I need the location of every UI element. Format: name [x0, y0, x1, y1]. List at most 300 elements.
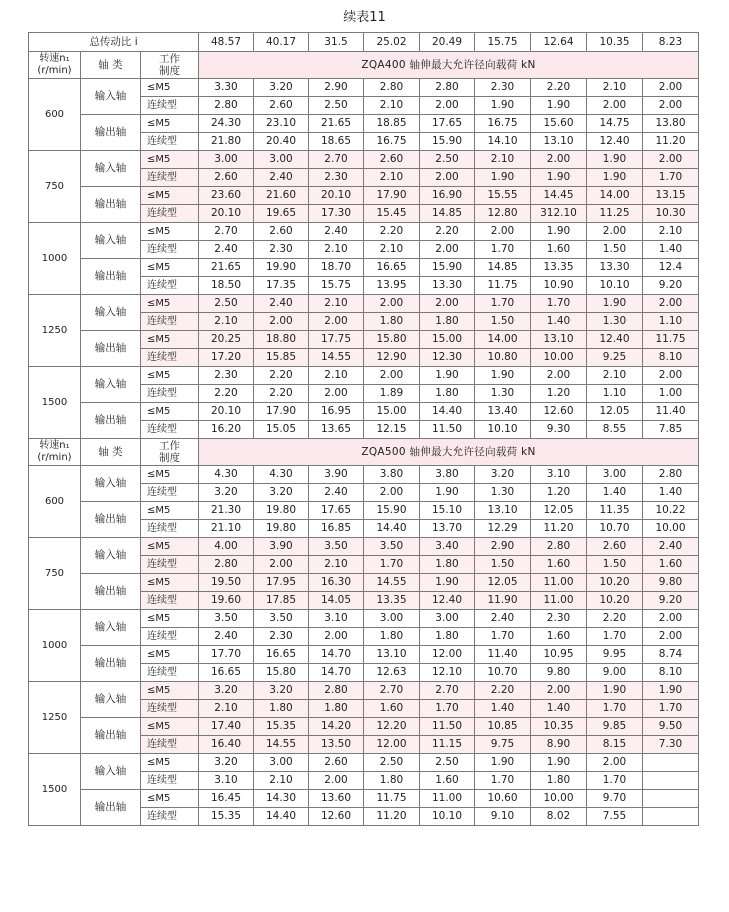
- axis-type-input: 输入轴: [81, 79, 141, 115]
- axis-type-input: 输入轴: [81, 754, 141, 790]
- load-value: 1.40: [475, 700, 531, 718]
- load-value: 3.40: [420, 538, 475, 556]
- load-value: 2.30: [309, 169, 364, 187]
- load-value: 9.50: [643, 718, 699, 736]
- table-row: [29, 79, 699, 97]
- load-value: 2.50: [364, 754, 420, 772]
- load-value: 9.20: [643, 277, 699, 295]
- load-value: 11.75: [643, 331, 699, 349]
- load-value: 1.70: [364, 556, 420, 574]
- load-value: 13.40: [475, 403, 531, 421]
- load-value: 9.00: [587, 664, 643, 682]
- load-value: 3.20: [199, 682, 254, 700]
- load-value: 18.80: [254, 331, 309, 349]
- load-value: 21.60: [254, 187, 309, 205]
- load-value: 1.70: [475, 241, 531, 259]
- ratio-label: 总传动比 i: [29, 33, 199, 52]
- load-value: [643, 772, 699, 790]
- load-value: 1.60: [364, 700, 420, 718]
- load-value: 19.80: [254, 502, 309, 520]
- duty-m5: ≤M5: [141, 574, 199, 592]
- load-value: 16.20: [199, 421, 254, 439]
- load-value: 13.10: [531, 133, 587, 151]
- axis-type-output: 输出轴: [81, 115, 141, 151]
- load-value: 2.20: [587, 610, 643, 628]
- load-value: 7.30: [643, 736, 699, 754]
- load-value: 1.70: [643, 169, 699, 187]
- load-value: 21.10: [199, 520, 254, 538]
- table-row: [29, 331, 699, 349]
- load-value: 1.30: [587, 313, 643, 331]
- load-value: 16.65: [199, 664, 254, 682]
- load-value: 1.80: [531, 772, 587, 790]
- load-value: 4.30: [254, 466, 309, 484]
- load-value: 13.60: [309, 790, 364, 808]
- load-value: 2.00: [643, 79, 699, 97]
- load-value: 2.10: [364, 169, 420, 187]
- load-value: 11.25: [587, 205, 643, 223]
- load-value: 11.20: [531, 520, 587, 538]
- load-value: 15.35: [199, 808, 254, 826]
- ratio-value: 31.5: [309, 33, 364, 52]
- table-row: [29, 466, 699, 484]
- load-value: 19.90: [254, 259, 309, 277]
- load-value: 9.80: [531, 664, 587, 682]
- load-value: 14.20: [309, 718, 364, 736]
- load-value: 10.20: [587, 574, 643, 592]
- load-value: 1.70: [643, 700, 699, 718]
- ratio-value: 12.64: [531, 33, 587, 52]
- load-value: 15.00: [420, 331, 475, 349]
- load-value: 1.60: [643, 556, 699, 574]
- load-value: 12.60: [309, 808, 364, 826]
- load-value: 15.90: [364, 502, 420, 520]
- load-value: 2.00: [420, 169, 475, 187]
- load-value: 10.30: [643, 205, 699, 223]
- load-value: 12.30: [420, 349, 475, 367]
- load-value: 3.10: [531, 466, 587, 484]
- load-value: 1.80: [420, 628, 475, 646]
- load-value: 16.40: [199, 736, 254, 754]
- load-value: 2.40: [199, 241, 254, 259]
- load-value: 1.90: [531, 169, 587, 187]
- load-value: 20.10: [199, 403, 254, 421]
- duty-m5: ≤M5: [141, 79, 199, 97]
- load-value: 3.50: [199, 610, 254, 628]
- load-value: 21.65: [309, 115, 364, 133]
- load-value: 13.30: [587, 259, 643, 277]
- duty-continuous: 连续型: [141, 772, 199, 790]
- load-value: 2.00: [364, 295, 420, 313]
- load-value: 1.00: [643, 385, 699, 403]
- ratio-value: 8.23: [643, 33, 699, 52]
- load-value: 11.40: [643, 403, 699, 421]
- load-value: 16.45: [199, 790, 254, 808]
- load-value: 1.30: [475, 385, 531, 403]
- load-value: 14.40: [254, 808, 309, 826]
- axis-type-input: 输入轴: [81, 223, 141, 259]
- load-value: 3.00: [364, 610, 420, 628]
- duty-m5: ≤M5: [141, 295, 199, 313]
- load-value: 3.20: [254, 484, 309, 502]
- load-value: 1.90: [475, 97, 531, 115]
- load-value: 2.80: [199, 97, 254, 115]
- duty-continuous: 连续型: [141, 277, 199, 295]
- load-value: 3.90: [254, 538, 309, 556]
- load-value: 1.40: [587, 484, 643, 502]
- load-value: 17.20: [199, 349, 254, 367]
- load-value: 3.00: [254, 754, 309, 772]
- load-value: 12.40: [587, 133, 643, 151]
- load-value: 1.90: [420, 484, 475, 502]
- work-header: [141, 52, 199, 79]
- load-value: 1.50: [475, 556, 531, 574]
- load-value: 13.35: [531, 259, 587, 277]
- load-value: 2.00: [309, 313, 364, 331]
- load-value: 11.35: [587, 502, 643, 520]
- load-value: 2.70: [364, 682, 420, 700]
- load-value: 2.10: [309, 556, 364, 574]
- load-value: 2.00: [364, 367, 420, 385]
- load-value: 2.00: [587, 754, 643, 772]
- load-value: 2.70: [199, 223, 254, 241]
- load-value: 7.85: [643, 421, 699, 439]
- load-value: 2.10: [643, 223, 699, 241]
- load-value: 2.60: [309, 754, 364, 772]
- load-value: 1.90: [420, 367, 475, 385]
- load-value: 10.70: [475, 664, 531, 682]
- load-value: 1.70: [475, 295, 531, 313]
- load-value: 9.70: [587, 790, 643, 808]
- load-value: 3.90: [309, 466, 364, 484]
- speed-value: 750: [29, 151, 81, 223]
- load-value: 1.80: [420, 313, 475, 331]
- load-value: 12.4: [643, 259, 699, 277]
- duty-m5: ≤M5: [141, 187, 199, 205]
- load-value: 2.50: [309, 97, 364, 115]
- ratio-value: 20.49: [420, 33, 475, 52]
- load-value: 13.10: [531, 331, 587, 349]
- load-value: 2.60: [587, 538, 643, 556]
- axis-type-output: 输出轴: [81, 187, 141, 223]
- load-value: 2.50: [420, 754, 475, 772]
- load-value: 2.20: [364, 223, 420, 241]
- load-value: 2.60: [254, 97, 309, 115]
- section-header-row: [29, 439, 699, 466]
- load-value: 17.95: [254, 574, 309, 592]
- load-value: 2.00: [587, 97, 643, 115]
- load-value: 9.20: [643, 592, 699, 610]
- load-value: 11.00: [531, 592, 587, 610]
- load-value: 14.30: [254, 790, 309, 808]
- duty-continuous: 连续型: [141, 421, 199, 439]
- speed-value: 600: [29, 466, 81, 538]
- load-value: 1.70: [587, 628, 643, 646]
- duty-m5: ≤M5: [141, 502, 199, 520]
- load-value: 2.20: [531, 79, 587, 97]
- load-value: 1.60: [531, 241, 587, 259]
- load-value: 2.20: [475, 682, 531, 700]
- load-value: 1.10: [643, 313, 699, 331]
- load-value: 7.55: [587, 808, 643, 826]
- load-value: 12.05: [531, 502, 587, 520]
- load-value: 10.35: [531, 718, 587, 736]
- load-value: 17.40: [199, 718, 254, 736]
- load-value: 2.00: [531, 682, 587, 700]
- load-value: 2.10: [254, 772, 309, 790]
- duty-m5: ≤M5: [141, 646, 199, 664]
- load-value: 3.20: [475, 466, 531, 484]
- load-value: 1.90: [643, 682, 699, 700]
- load-value: 2.30: [254, 241, 309, 259]
- load-value: 2.40: [199, 628, 254, 646]
- load-value: 11.20: [643, 133, 699, 151]
- load-value: 2.80: [643, 466, 699, 484]
- load-value: 1.90: [587, 295, 643, 313]
- load-value: 1.89: [364, 385, 420, 403]
- load-value: 1.90: [587, 169, 643, 187]
- load-value: 2.60: [199, 169, 254, 187]
- duty-m5: ≤M5: [141, 538, 199, 556]
- load-value: 8.10: [643, 349, 699, 367]
- load-value: 15.90: [420, 259, 475, 277]
- load-value: 2.00: [309, 385, 364, 403]
- axis-type-output: 输出轴: [81, 331, 141, 367]
- duty-m5: ≤M5: [141, 259, 199, 277]
- load-value: 12.05: [587, 403, 643, 421]
- load-table: [28, 32, 699, 826]
- section-header-row: [29, 52, 699, 79]
- load-value: 17.30: [309, 205, 364, 223]
- load-value: 10.00: [643, 520, 699, 538]
- load-value: 10.90: [531, 277, 587, 295]
- load-value: 15.45: [364, 205, 420, 223]
- load-value: 1.70: [587, 700, 643, 718]
- load-value: 17.65: [309, 502, 364, 520]
- ratio-value: 40.17: [254, 33, 309, 52]
- load-value: [643, 754, 699, 772]
- load-value: 1.70: [475, 772, 531, 790]
- speed-header: [29, 52, 81, 79]
- duty-m5: ≤M5: [141, 115, 199, 133]
- load-value: 2.30: [475, 79, 531, 97]
- load-value: 2.20: [254, 385, 309, 403]
- load-value: 2.00: [475, 223, 531, 241]
- axis-header: 轴 类: [81, 52, 141, 79]
- load-value: 10.00: [531, 790, 587, 808]
- duty-continuous: 连续型: [141, 385, 199, 403]
- load-value: 9.95: [587, 646, 643, 664]
- load-value: 3.20: [199, 484, 254, 502]
- load-value: 20.10: [199, 205, 254, 223]
- load-value: 2.10: [587, 79, 643, 97]
- speed-header-line1: 转速n₁: [39, 440, 70, 451]
- load-value: 11.90: [475, 592, 531, 610]
- table-row: [29, 610, 699, 628]
- load-value: 3.00: [199, 151, 254, 169]
- load-value: 2.60: [254, 223, 309, 241]
- load-value: 20.10: [309, 187, 364, 205]
- load-value: 13.50: [309, 736, 364, 754]
- ratio-value: 48.57: [199, 33, 254, 52]
- load-value: 2.10: [309, 295, 364, 313]
- load-value: 1.10: [587, 385, 643, 403]
- load-value: 11.50: [420, 718, 475, 736]
- table-row: [29, 682, 699, 700]
- load-value: 1.90: [475, 754, 531, 772]
- speed-value: 1250: [29, 295, 81, 367]
- load-value: 1.30: [475, 484, 531, 502]
- load-value: 2.70: [420, 682, 475, 700]
- load-value: 15.75: [309, 277, 364, 295]
- duty-continuous: 连续型: [141, 628, 199, 646]
- load-value: 12.29: [475, 520, 531, 538]
- load-value: 2.30: [531, 610, 587, 628]
- load-value: 1.70: [420, 700, 475, 718]
- load-value: 1.90: [587, 151, 643, 169]
- load-value: 3.10: [309, 610, 364, 628]
- load-value: 1.50: [475, 313, 531, 331]
- load-value: 9.80: [643, 574, 699, 592]
- load-value: 3.50: [309, 538, 364, 556]
- load-value: 17.65: [420, 115, 475, 133]
- load-value: 2.80: [309, 682, 364, 700]
- load-value: 2.30: [254, 628, 309, 646]
- duty-m5: ≤M5: [141, 466, 199, 484]
- load-value: 20.40: [254, 133, 309, 151]
- load-value: 1.70: [475, 628, 531, 646]
- load-value: 2.00: [309, 628, 364, 646]
- load-value: 12.63: [364, 664, 420, 682]
- load-value: 2.80: [364, 79, 420, 97]
- load-value: 2.30: [199, 367, 254, 385]
- load-value: 1.40: [531, 313, 587, 331]
- load-value: 1.90: [475, 169, 531, 187]
- load-value: 13.65: [309, 421, 364, 439]
- axis-type-output: 输出轴: [81, 646, 141, 682]
- duty-continuous: 连续型: [141, 700, 199, 718]
- load-value: 10.10: [475, 421, 531, 439]
- load-value: 2.00: [587, 223, 643, 241]
- load-value: 12.10: [420, 664, 475, 682]
- load-value: 15.10: [420, 502, 475, 520]
- load-value: 1.90: [531, 754, 587, 772]
- duty-continuous: 连续型: [141, 97, 199, 115]
- load-value: 14.85: [420, 205, 475, 223]
- load-value: 14.40: [364, 520, 420, 538]
- load-value: 2.00: [309, 772, 364, 790]
- load-value: 1.90: [475, 367, 531, 385]
- load-value: 16.65: [254, 646, 309, 664]
- load-value: 18.70: [309, 259, 364, 277]
- load-value: 16.30: [309, 574, 364, 592]
- load-value: 18.85: [364, 115, 420, 133]
- speed-header-line1: 转速n₁: [39, 53, 70, 64]
- table-row: [29, 367, 699, 385]
- load-value: 13.15: [643, 187, 699, 205]
- work-header: [141, 439, 199, 466]
- load-value: 9.75: [475, 736, 531, 754]
- table-row: [29, 754, 699, 772]
- load-value: 2.40: [254, 295, 309, 313]
- load-value: 2.00: [643, 97, 699, 115]
- load-value: 4.00: [199, 538, 254, 556]
- duty-m5: ≤M5: [141, 223, 199, 241]
- load-value: 8.74: [643, 646, 699, 664]
- load-value: 2.80: [420, 79, 475, 97]
- load-value: 2.00: [254, 556, 309, 574]
- load-value: 17.35: [254, 277, 309, 295]
- load-value: 2.00: [531, 367, 587, 385]
- load-value: 13.30: [420, 277, 475, 295]
- work-header-line1: 工作: [159, 440, 180, 452]
- load-value: 1.80: [364, 313, 420, 331]
- load-value: 12.80: [475, 205, 531, 223]
- duty-continuous: 连续型: [141, 664, 199, 682]
- load-value: 10.10: [420, 808, 475, 826]
- load-value: 11.00: [531, 574, 587, 592]
- duty-continuous: 连续型: [141, 556, 199, 574]
- load-value: 12.60: [531, 403, 587, 421]
- table-row: [29, 790, 699, 808]
- axis-type-input: 输入轴: [81, 682, 141, 718]
- load-value: 12.40: [587, 331, 643, 349]
- load-value: 16.75: [475, 115, 531, 133]
- duty-continuous: 连续型: [141, 808, 199, 826]
- load-value: 21.80: [199, 133, 254, 151]
- load-value: 1.40: [643, 484, 699, 502]
- table-row: [29, 538, 699, 556]
- table-title: 续表11: [343, 10, 386, 25]
- axis-type-output: 输出轴: [81, 718, 141, 754]
- axis-type-input: 输入轴: [81, 538, 141, 574]
- load-value: 13.35: [364, 592, 420, 610]
- load-value: 15.05: [254, 421, 309, 439]
- load-value: 10.60: [475, 790, 531, 808]
- duty-m5: ≤M5: [141, 718, 199, 736]
- work-header-line2: 制度: [159, 452, 180, 464]
- speed-header-line2: (r/min): [37, 65, 72, 76]
- load-value: 2.60: [364, 151, 420, 169]
- load-value: 23.10: [254, 115, 309, 133]
- load-value: 11.20: [364, 808, 420, 826]
- load-value: 1.90: [531, 223, 587, 241]
- load-value: 2.00: [643, 151, 699, 169]
- load-value: 2.10: [364, 241, 420, 259]
- duty-continuous: 连续型: [141, 241, 199, 259]
- load-value: 13.80: [643, 115, 699, 133]
- load-value: 2.10: [199, 700, 254, 718]
- load-value: 2.10: [475, 151, 531, 169]
- load-value: 10.85: [475, 718, 531, 736]
- load-value: 10.10: [587, 277, 643, 295]
- axis-type-input: 输入轴: [81, 151, 141, 187]
- speed-header-line2: (r/min): [37, 452, 72, 463]
- load-value: 2.40: [643, 538, 699, 556]
- duty-continuous: 连续型: [141, 349, 199, 367]
- load-value: 8.90: [531, 736, 587, 754]
- speed-value: 1000: [29, 610, 81, 682]
- duty-m5: ≤M5: [141, 790, 199, 808]
- load-value: 11.75: [364, 790, 420, 808]
- load-value: 2.00: [643, 628, 699, 646]
- load-value: 16.75: [364, 133, 420, 151]
- speed-value: 1500: [29, 754, 81, 826]
- load-value: 2.40: [309, 484, 364, 502]
- load-value: 21.30: [199, 502, 254, 520]
- load-value: 15.35: [254, 718, 309, 736]
- load-value: 16.65: [364, 259, 420, 277]
